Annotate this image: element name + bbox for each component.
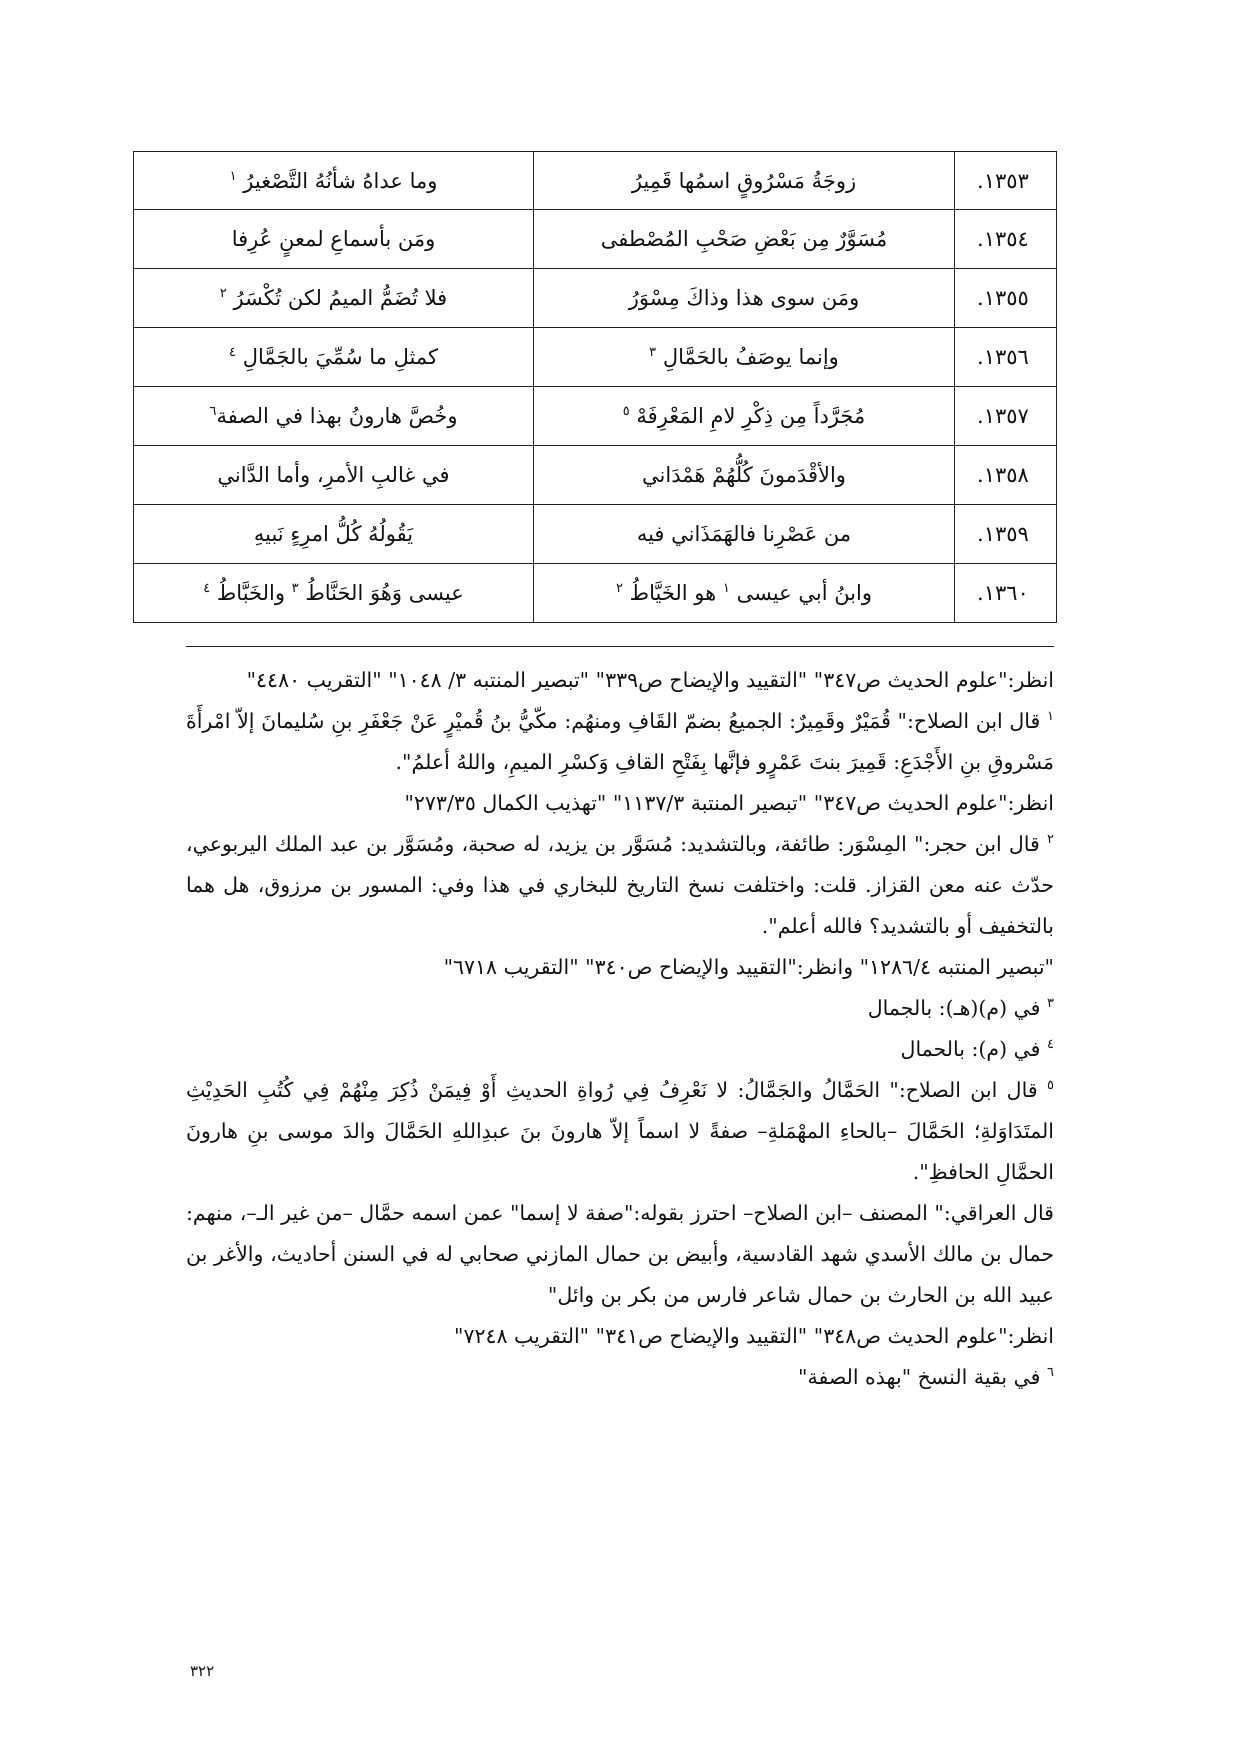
footnote-reference: "تبصير المنتبه ١٢٨٦/٤" وانظر:"التقييد والإيضاح ص٣٤٠" "التقريب ٦٧١٨" [443,955,1054,979]
verse-first-hemistich [534,152,955,210]
footnote-text: قال ابن الصلاح:" الحَمَّالُ والجَمَّالُ: لا نَعْرِفُ فِي رُواةِ الحديثِ أَوْ فِيمَنْ ذُكِرَ مِنْهُمْ فِي كُتُبِ الحَدِيْثِ المتَدَاوَلةِ؛ الحَمَّالَ –بالحاءِ المهْمَلةِ– صفةً لا اسماً إلاّ هارونَ بنَ عبدِاللهِ الحَمَّالَ والدَ موسى بنِ هارونَ الحمَّالِ الحافظِ". [186,1078,1054,1184]
hemistich-text: هو الخَيَّاطُ [629,581,717,605]
verse-number: ١٣٥٥. [955,269,1057,328]
hemistich-text: وإنما يوصَفُ بالحَمَّالِ [662,345,839,369]
verse-second-hemistich [134,446,534,505]
hemistich-text: في غالبِ الأمرِ، وأما الدَّاني [217,463,450,487]
footnotes [186,660,1054,1398]
hemistich-text: يَقُولُهُ كُلُّ امرِءٍ نَبيهِ [253,522,414,546]
verse-second-hemistich [134,564,534,623]
footnote-ref: ٥ [622,404,630,419]
verse-second-hemistich [134,269,534,328]
hemistich-text: والأقْدَمونَ كُلُّهُمْ هَمْدَاني [642,463,846,487]
footnote-ref: ٣ [291,581,299,596]
footnote-5 [186,1070,1054,1193]
footnote-text: قال ابن حجر:" المِسْوَر: طائفة، وبالتشديد: مُسَوَّر بن يزيد، له صحبة، ومُسَوَّر بن عبد الملك اليربوعي، حدّث عنه معن القزاز. قلت: واختلفت نسخ التاريخ للبخاري في هذا وفي: المسور بن مرزوق، هل هما بالتخفيف أو بالتشديد؟ فالله أعلم". [186,832,1054,938]
hemistich-text: وخُصَّ هارونُ بهذا في الصفة [216,404,458,428]
verse-first-hemistich [534,269,955,328]
verse-number: ١٣٥٧. [955,387,1057,446]
verse-table [133,151,1057,623]
footnote-ref: ٢ [219,286,227,301]
verse-second-hemistich [134,210,534,269]
verse-first-hemistich [534,210,955,269]
footnote-reference: انظر:"علوم الحديث ص٣٤٧" "تبصير المنتبة ١١٣٧/٣" "تهذيب الكمال ٢٧٣/٣٥" [404,791,1054,815]
hemistich-text: زوجَةُ مَسْرُوقٍ اسمُها قَمِيرُ [631,168,857,193]
hemistich-text: عيسى وَهُوَ الحَنَّاطُ [305,581,464,605]
verse-row [134,387,1057,446]
verse-row [134,210,1057,269]
footnote-ref: ١ [229,168,237,184]
footnote-number: ٣ [1047,996,1054,1012]
footnote-text: قال العراقي:" المصنف –ابن الصلاح– احترز بقوله:"صفة لا إسما" عمن اسمه حمَّال –من غير الـ–، منهم: حمال بن مالك الأسدي شهد القادسية، وأبيض بن حمال المازني صحابي له في السنن أحاديث، والأغر بن عبيد الله بن الحارث بن حمال شاعر فارس من بكر بن وائل" [186,1201,1054,1307]
page-number: ٣٢٢ [190,1662,215,1680]
verse-row [134,152,1057,210]
footnote-number: ٦ [1047,1365,1054,1381]
verse-row [134,328,1057,387]
footnote-text: قال ابن الصلاح:" قُمَيْرٌ وقَمِيرٌ: الجميعُ بضمّ القَافِ ومنهُم: مكّيُّ بنُ قُميْرٍ عَنْ جَعْفَرِ بنِ سُليمانَ إلاّ امْرأَةَ مَسْروقِ بنِ الأَجْدَعِ: قَمِيرَ بنتَ عَمْرٍو فإنَّها بِفَتْحِ القافِ وَكسْرِ الميمِ، واللهُ أعلمُ". [186,709,1054,774]
footnote-ref: ٣ [649,345,657,360]
verse-second-hemistich [134,387,534,446]
footnote-ref: ٢ [615,581,623,596]
verse-first-hemistich [534,446,955,505]
hemistich-text: وابنُ أبي عيسى [736,581,873,605]
footnote-text: في (م): بالحمال [900,1037,1041,1061]
verse-first-hemistich [534,387,955,446]
footnote-4 [186,1029,1054,1070]
footnote-3 [186,988,1054,1029]
verse-number: ١٣٥٩. [955,505,1057,564]
hemistich-text: والخَبَّاطُ [216,581,285,605]
footnote-reference: انظر:"علوم الحديث ص٣٤٧" "التقييد والإيضاح ص٣٣٩" "تبصير المنتبه ٣/ ١٠٤٨" "التقريب ٤٤٨٠" [246,668,1054,692]
verse-second-hemistich [134,505,534,564]
footnote-number: ٢ [1047,832,1054,848]
verse-row [134,446,1057,505]
footnote-ref: ١ [722,581,730,596]
hemistich-text: فلا تُضَمُّ الميمُ لكن تُكْسَرُ [233,286,448,310]
hemistich-text: مُجَرَّداً مِن ذِكْرِ لامِ المَعْرِفَهْ [636,404,866,428]
verse-number: ١٣٥٣. [955,152,1057,210]
hemistich-text: من عَصْرِنا فالهَمَذَاني فيه [636,522,852,546]
hemistich-text: ومَن سوى هذا وذاكَ مِسْوَرُ [628,286,860,310]
footnote-1 [186,701,1054,783]
footnote-separator [186,646,1054,647]
footnote-text: في (م)(هـ): بالجمال [867,996,1041,1020]
verse-row [134,505,1057,564]
verse-row [134,564,1057,623]
footnote-number: ٤ [1047,1037,1054,1053]
verse-first-hemistich [534,505,955,564]
verse-first-hemistich [534,564,955,623]
hemistich-text: ومَن بأسماعِ لمعنٍ عُرِفا [231,227,436,251]
verse-number: ١٣٥٨. [955,446,1057,505]
footnote-number: ١ [1047,709,1054,725]
footnote-number: ٥ [1047,1078,1054,1094]
verse-first-hemistich [534,328,955,387]
footnote-ref: ٤ [203,581,211,596]
footnote-text: في بقية النسخ "بهذه الصفة" [798,1365,1041,1389]
hemistich-text: وما عداهُ شأنُهُ التَّصْغيرُ [243,168,438,193]
verse-number: ١٣٥٤. [955,210,1057,269]
verse-second-hemistich [134,328,534,387]
footnote-ref: ٤ [229,345,236,360]
footnote-ref: ٦ [209,404,217,419]
verse-row [134,269,1057,328]
footnote-6 [186,1357,1054,1398]
verse-number: ١٣٥٦. [955,328,1057,387]
hemistich-text: كمثلِ ما سُمِّيَ بالجَمَّالِ [242,345,438,369]
hemistich-text: مُسَوَّرٌ مِن بَعْضِ صَحْبِ المُصْطفى [600,227,888,251]
verse-second-hemistich [134,152,534,210]
verse-number: ١٣٦٠. [955,564,1057,623]
footnote-2 [186,824,1054,947]
footnote-reference: انظر:"علوم الحديث ص٣٤٨" "التقييد والإيضاح ص٣٤١" "التقريب ٧٢٤٨" [454,1324,1054,1348]
